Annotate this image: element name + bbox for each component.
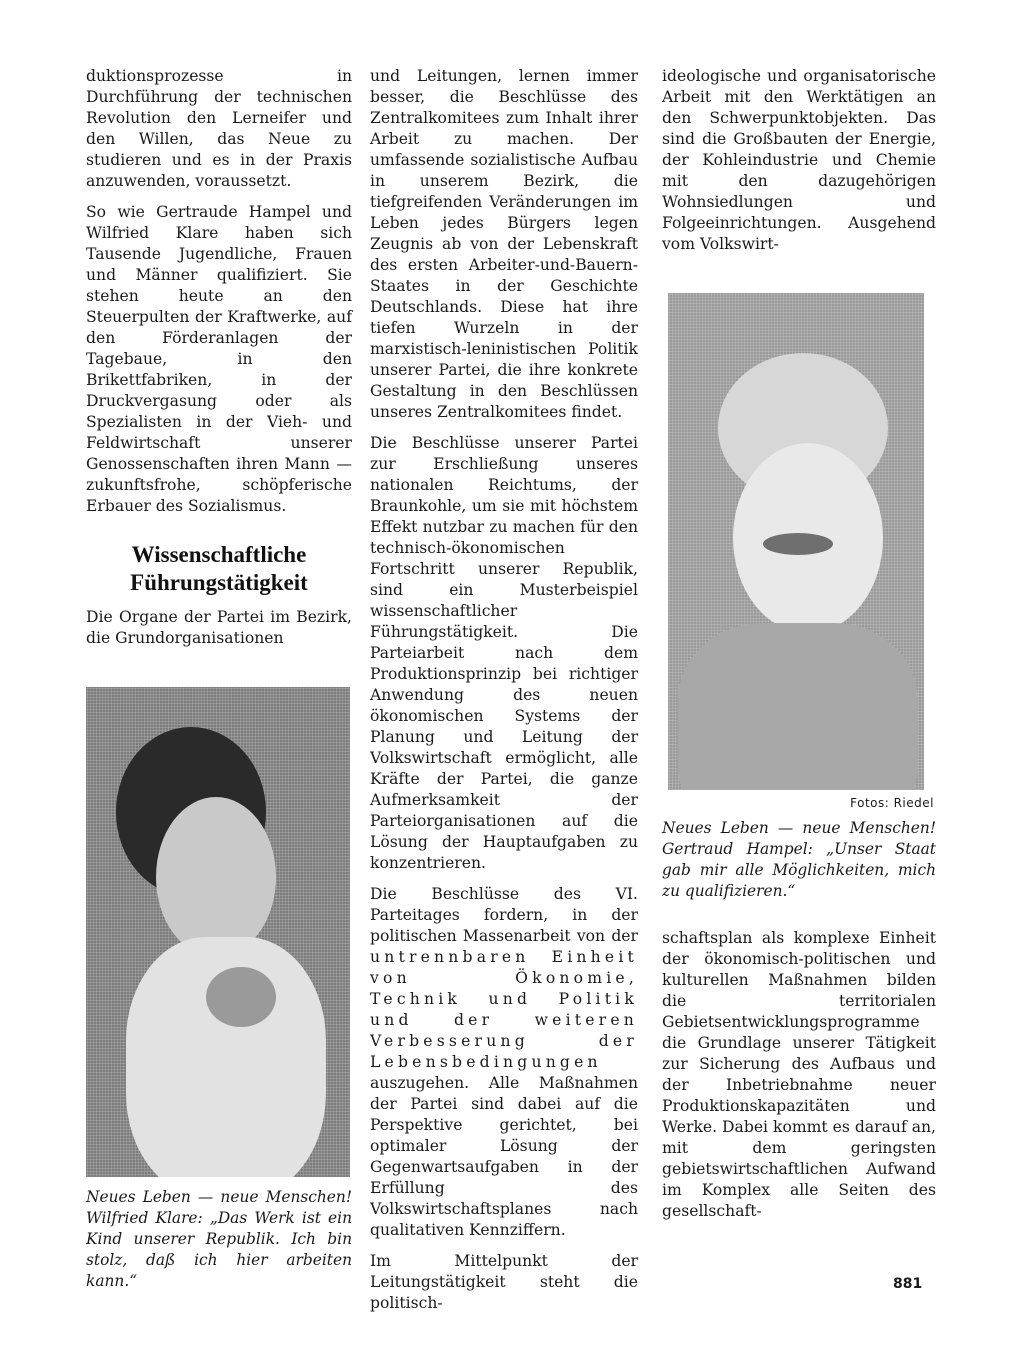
- paragraph: Die Beschlüsse unserer Partei zur Erschließung unseres nationalen Reichtums, der Braunkohle, um sie mit höchstem Effekt nutzbar zu machen für den technisch-ökonomischen Fortschritt unserer Republik, sind ein Musterbeispiel wissenschaftlicher Führungstätigkeit. Die Parteiarbeit nach dem Produktionsprinzip bei richtiger Anwendung des neuen ökonomischen Systems der Planung und Leitung der Volkswirtschaft ermöglicht, alle Kräfte der Partei, die ganze Aufmerksamkeit der Parteiorganisationen auf die Lösung der Hauptaufgaben zu konzentrieren.: [370, 434, 638, 872]
- paragraph: duktionsprozesse in Durchführung der technischen Revolution den Lerneifer und den Willen, das Neue zu studieren und es in der Praxis anzuwenden, voraussetzt.: [86, 67, 352, 190]
- section-heading: Wissenschaftliche Führungstätigkeit: [130, 542, 308, 595]
- paragraph-text: auszugehen. Alle Maßnahmen der Partei sind dabei auf die Perspektive gerichtet, bei optimaler Lösung der Gegenwartsaufgaben in der Erfüllung des Volkswirtschaftsplanes nach qualitativen Kennziffern.: [370, 1074, 638, 1239]
- emphasized-text: untrennbaren Einheit von Ökonomie, Technik und Politik und der weiteren Verbesserung der Lebensbedingungen: [370, 948, 638, 1071]
- paragraph: Im Mittelpunkt der Leitungstätigkeit steht die politisch-: [370, 1252, 638, 1312]
- photo-gertraud-hampel: [668, 293, 924, 790]
- paragraph: ideologische und organisatorische Arbeit mit den Werktätigen an den Schwerpunktobjekten. Das sind die Großbauten der Energie, der Kohleindustrie und Chemie mit den dazugehörigen Wohnsiedlungen und Folgeeinrichtungen. Ausgehend vom Volkswirt-: [662, 67, 936, 253]
- paragraph-text: Die Beschlüsse des VI. Parteitages fordern, in der politischen Massenarbeit von der: [370, 885, 638, 945]
- paragraph: und Leitungen, lernen immer besser, die Beschlüsse des Zentralkomitees zum Inhalt ihrer Arbeit zu machen. Der umfassende sozialistische Aufbau in unserem Bezirk, die tiefgreifenden Veränderungen im Leben jedes Bürgers legen Zeugnis ab von der Lebenskraft des ersten Arbeiter-und-Bauern-Staates in der Geschichte Deutschlands. Diese hat ihre tiefen Wurzeln in der marxistisch-leninistischen Politik unserer Partei, die ihre konkrete Gestaltung in den Beschlüssen unseres Zentralkomitees findet.: [370, 67, 638, 421]
- photo-caption: Neues Leben — neue Menschen! Gertraud Hampel: „Unser Staat gab mir alle Möglichkeiten, mich zu qualifizieren.“: [662, 819, 936, 900]
- photo-credit: Fotos: Riedel: [850, 796, 934, 810]
- page-number: 881: [893, 1276, 923, 1292]
- paragraph: Die Organe der Partei im Bezirk, die Grundorganisationen: [86, 608, 352, 647]
- paragraph: So wie Gertraude Hampel und Wilfried Klare haben sich Tausende Jugendliche, Frauen und Männer qualifiziert. Sie stehen heute an den Steuerpulten der Kraftwerke, auf den Förderanlagen der Tagebaue, in den Brikettfabriken, in der Druckvergasung oder als Spezialisten in der Vieh- und Feldwirtschaft unserer Genossenschaften ihren Mann — zukunftsfrohe, schöpferische Erbauer des Sozialismus.: [86, 203, 352, 515]
- paragraph: schaftsplan als komplexe Einheit der ökonomisch-politischen und kulturellen Maßnahmen bilden die territorialen Gebietsentwicklungsprogramme die Grundlage unserer Tätigkeit zur Sicherung des Aufbaus und der Inbetriebnahme neuer Produktionskapazitäten und Werke. Dabei kommt es darauf an, mit dem geringsten gebietswirtschaftlichen Aufwand im Komplex alle Seiten des gesellschaft-: [662, 929, 936, 1220]
- column-right: [662, 66, 936, 1232]
- photo-caption: Neues Leben — neue Menschen! Wilfried Klare: „Das Werk ist ein Kind unserer Republik. Ich bin stolz, daß ich hier arbeiten kann.“: [86, 1188, 352, 1290]
- column-middle: [370, 66, 638, 1324]
- photo-wilfried-klare: [86, 687, 350, 1177]
- paragraph: [370, 884, 638, 1241]
- column-left: [86, 66, 352, 1292]
